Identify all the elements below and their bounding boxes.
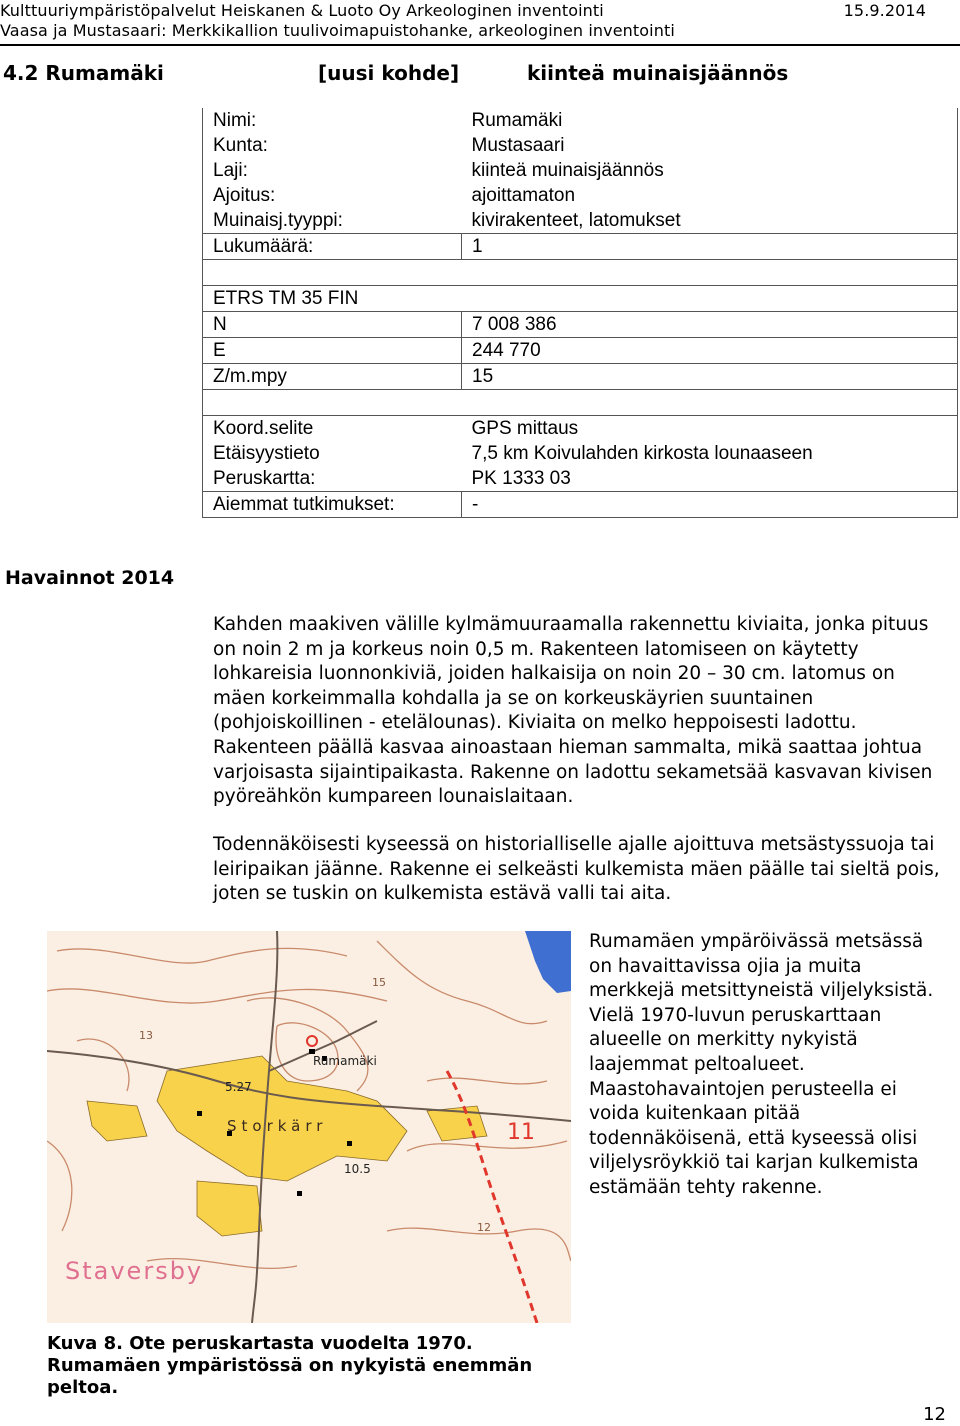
header-org: Kulttuuriympäristöpalvelut Heiskanen & Luoto Oy Arkeologinen inventointi <box>0 1 604 20</box>
spacer-row <box>203 390 958 416</box>
map-label-12: 12 <box>477 1221 491 1234</box>
value-koord: GPS mittaus <box>462 416 958 442</box>
value-peruskartta: PK 1333 03 <box>462 466 958 492</box>
map-label-15: 15 <box>372 976 386 989</box>
section-type: kiinteä muinaisjäännös <box>527 61 789 85</box>
header-rule <box>0 44 960 46</box>
value-tyyppi: kivirakenteet, latomukset <box>462 208 958 234</box>
value-e: 244 770 <box>462 338 958 364</box>
label-etaisyys: Etäisyystieto <box>203 441 462 466</box>
value-n: 7 008 386 <box>462 312 958 338</box>
map-label-11: 11 <box>507 1120 535 1145</box>
label-e: E <box>203 338 462 364</box>
running-header-line1 <box>0 1 960 21</box>
section-title: 4.2 Rumamäki <box>3 61 164 85</box>
observations-paragraph-1: Kahden maakiven välille kylmämuuraamalla rakennettu kiviaita, jonka pituus on noin 2 m ja korkeus noin 0,5 m. Rakenteen latomiseen on käytetty lohkareisia luonnonkiviä, joiden halkaisija on noin 20 – 30 cm. latomus on mäen korkeimmalla kohdalla ja se on korkeuskäyrien suuntainen (pohjoiskoillinen - etelälounas). Kiviaita on melko heppoisesti ladottu. Rakenteen päällä kasvaa ainoastaan hieman sammalta, mikä saattaa johtua varjoisasta sijaintipaikasta. Rakenne on ladottu sekametsää kasvavan kivisen pyöreähkön kumpareen lounaislaitaan. <box>213 614 933 808</box>
map-label-storkarr: Storkärr <box>227 1117 328 1135</box>
value-kunta: Mustasaari <box>462 133 958 158</box>
observations-paragraph-2: Todennäköisesti kyseessä on historialliselle ajalle ajoittuva metsästyssuoja tai leiripaikan jäänne. Rakenne ei selkeästi kulkemista mäen päälle tai sieltä pois, joten se tuskin on kulkemista estävä valli tai aita. <box>213 834 940 905</box>
value-etaisyys: 7,5 km Koivulahden kirkosta lounaaseen <box>462 441 958 466</box>
label-nimi: Nimi: <box>203 108 462 133</box>
map-side-text: Rumamäen ympäröivässä metsässä on havaittavissa ojia ja muita merkkejä metsittyneistä viljelyksistä. Vielä 1970-luvun peruskarttaan alueelle on merkitty nykyistä laajemmat peltoalueet. Maastohavaintojen perusteella ei voida kuitenkaan pitää todennäköisenä, että kyseessä olisi viljelysröykkiö tai karjan kulkemista estämään tehty rakenne. <box>589 931 934 1198</box>
spacer-row <box>203 260 958 286</box>
site-info-table <box>202 108 958 518</box>
map-label-10-5: 10.5 <box>344 1162 371 1176</box>
label-n: N <box>203 312 462 338</box>
label-koord: Koord.selite <box>203 416 462 442</box>
map-label-staversby: Staversby <box>65 1257 204 1285</box>
figure-caption: Kuva 8. Ote peruskartasta vuodelta 1970. Rumamäen ympäristössä on nykyistä enemmän peltoa. <box>47 1333 533 1398</box>
label-tyyppi: Muinaisj.tyyppi: <box>203 208 462 234</box>
header-date: 15.9.2014 <box>843 1 926 20</box>
map-label-rumamaki: Rumamäki <box>313 1054 377 1068</box>
label-ajoitus: Ajoitus: <box>203 183 462 208</box>
label-z: Z/m.mpy <box>203 364 462 390</box>
map-label-13: 13 <box>139 1029 153 1042</box>
page-number: 12 <box>923 1404 946 1425</box>
value-lukumaara: 1 <box>462 234 958 260</box>
observations-heading: Havainnot 2014 <box>5 567 175 589</box>
value-z: 15 <box>462 364 958 390</box>
value-ajoitus: ajoittamaton <box>462 183 958 208</box>
label-laji: Laji: <box>203 158 462 183</box>
header-project: Vaasa ja Mustasaari: Merkkikallion tuulivoimapuistohanke, arkeologinen inventointi <box>0 21 675 40</box>
section-status: [uusi kohde] <box>318 61 460 85</box>
value-aiemmat: - <box>462 492 958 518</box>
label-lukumaara: Lukumäärä: <box>203 234 462 260</box>
label-peruskartta: Peruskartta: <box>203 466 462 492</box>
running-header-line2 <box>0 21 960 41</box>
coord-system: ETRS TM 35 FIN <box>203 286 958 312</box>
label-kunta: Kunta: <box>203 133 462 158</box>
label-aiemmat: Aiemmat tutkimukset: <box>203 492 462 518</box>
map-label-5-27: 5.27 <box>225 1080 252 1094</box>
base-map-excerpt <box>47 931 571 1323</box>
value-laji: kiinteä muinaisjäännös <box>462 158 958 183</box>
value-nimi: Rumamäki <box>462 108 958 133</box>
